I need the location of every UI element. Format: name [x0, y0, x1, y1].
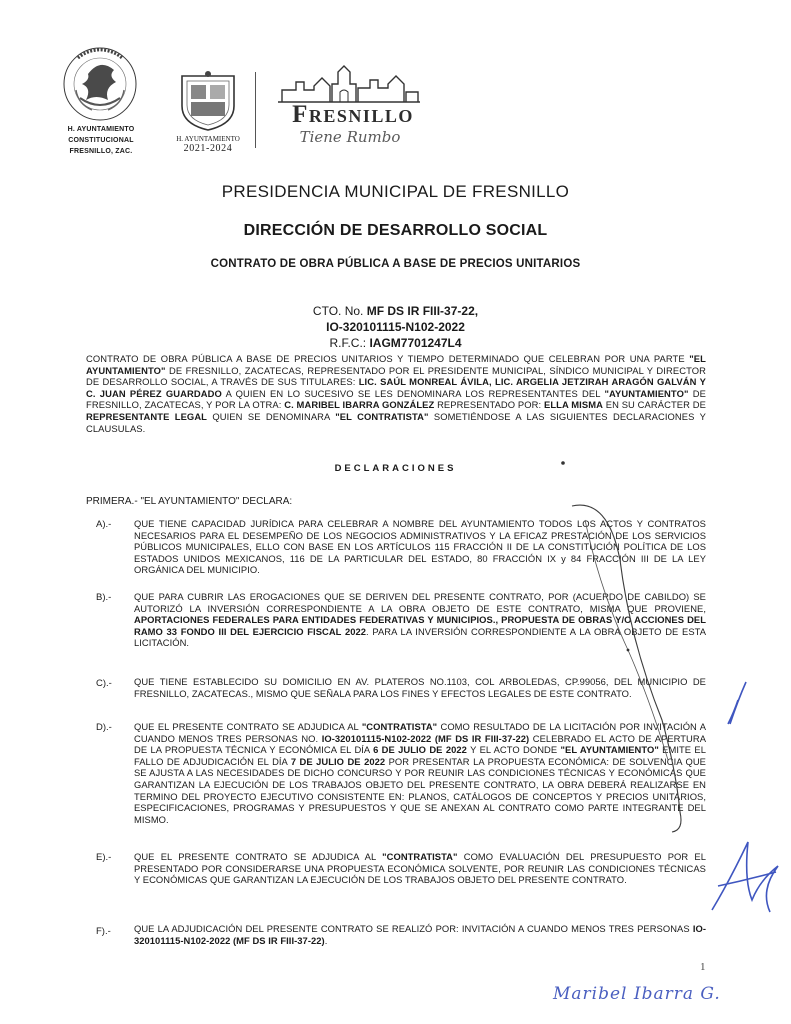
- clause-d-text: [134, 721, 706, 825]
- rfc-label: R.F.C.:: [329, 336, 370, 350]
- clause-text: .: [324, 934, 328, 946]
- clause-text: COMO EVALUACIÓN DEL PRESUPUESTO POR EL PRESENTADO POR CONSIDERARSE UNA PROPUESTA ECONÓMICA SOLVENTE, POR REUNIR LAS CONDICIONES TÉCNICAS Y ECONÓMICAS QUE GARANTIZAN LA EJECUCIÓN DE LOS TRABAJOS OBJETO DEL PRESENTE CONTRATO.: [134, 851, 706, 886]
- cto-label: CTO. No.: [312, 304, 367, 318]
- margin-initial-1: [728, 682, 746, 724]
- direccion-title: DIRECCIÓN DE DESARROLLO SOCIAL: [243, 222, 548, 239]
- fresnillo-skyline-logo-icon: [274, 64, 424, 104]
- presidencia-title: PRESIDENCIA MUNICIPAL DE FRESNILLO: [221, 182, 570, 201]
- primera-heading: PRIMERA.- "EL AYUNTAMIENTO" DECLARA:: [86, 496, 293, 507]
- mexico-coat-of-arms-seal: [58, 44, 142, 124]
- clause-bold: 7 DE JULIO DE 2022: [290, 755, 386, 767]
- clause-b-text: [134, 591, 706, 649]
- intro-text: DE FRESNILLO, ZACATECAS, REPRESENTADO POR EL PRESIDENTE MUNICIPAL, SÍNDICO MUNICIPAL Y DIRECTOR DE DESARROLLO SOCIAL, A TRAVÉS DE SUS TITULARES:: [86, 364, 706, 388]
- brand-name: Fresnillo: [292, 101, 414, 128]
- clause-bold: APORTACIONES FEDERALES PARA ENTIDADES FEDERATIVAS Y MUNICIPIOS., PROPUESTA DE OBRAS Y/O ACCIONES DEL RAMO 33 FONDO III DEL EJERCICIO FISCAL 2022: [134, 614, 706, 637]
- clause-text: CELEBRADO EL ACTO DE APERTURA DE LA PROPUESTA TÉCNICA Y ECONÓMICA EL DÍA: [134, 732, 706, 756]
- clause-e-label: E).-: [96, 852, 112, 863]
- clause-text: QUE LA ADJUDICACIÓN DEL PRESENTE CONTRATO SE REALIZÓ POR: INVITACIÓN A CUANDO MENOS TRES PERSONAS: [134, 923, 693, 934]
- clause-d-label: D).-: [96, 722, 112, 733]
- clause-text: QUE TIENE CAPACIDAD JURÍDICA PARA CELEBRAR A NOMBRE DEL AYUNTAMIENTO TODOS LOS ACTOS Y CONTRATOS NECESARIOS PARA EL DESEMPEÑO DE LOS NEGOCIOS ADMINISTRATIVOS Y LA EFICAZ PRESTACIÓN DE LOS SERVICIOS PÚBLICOS MUNICIPALES, ELLO CON BASE EN LOS ARTÍCULOS 115 FRACCIÓN II DE LA CONSTITUCIÓN POLÍTICA DE LOS ESTADOS UNIDOS MEXICANOS, 116 DE LA PARTICULAR DEL ESTADO, 80 FRACCIÓN IX y 84 FRACCIÓN III DE LA LEY ORGÁNICA DEL MUNICIPIO.: [134, 518, 706, 576]
- clause-c-text: [134, 676, 706, 699]
- margin-initial-2: [712, 842, 778, 912]
- intro-bold: ELLA MISMA: [543, 399, 603, 411]
- io-value: IO-320101115-N102-2022: [326, 320, 465, 334]
- intro-bold: "EL CONTRATISTA": [335, 410, 429, 422]
- handwritten-signature-text: Maribel Ibarra G.: [553, 984, 721, 1004]
- intro-bold: "EL AYUNTAMIENTO": [86, 353, 706, 376]
- clause-text: QUE TIENE ESTABLECIDO SU DOMICILIO EN AV. PLATEROS NO.1103, COL ARBOLEDAS, CP.99056, DEL MUNICIPIO DE FRESNILLO, ZACATECAS., MISMO QUE SEÑALA PARA LOS FINES Y EFECTOS LEGALES DE ESTE CONTRATO.: [134, 676, 706, 699]
- contract-identifiers: [0, 303, 791, 351]
- clause-text: COMO RESULTADO DE LA LICITACIÓN POR INVITACIÓN A CUANDO MENOS TRES PERSONAS NO.: [134, 721, 707, 744]
- intro-bold: REPRESENTANTE LEGAL: [86, 410, 208, 422]
- intro-bold: C. MARIBEL IBARRA GONZÁLEZ: [284, 399, 435, 411]
- clause-b-label: B).-: [96, 592, 112, 603]
- intro-text: SOMETIÉNDOSE A LAS SIGUIENTES DECLARACIONES Y CLAUSULAS.: [86, 410, 706, 434]
- clause-f-label: F).-: [96, 926, 111, 937]
- clause-bold: "CONTRATISTA": [361, 721, 438, 732]
- intro-text: QUIEN SE DENOMINARA: [207, 410, 336, 422]
- caption-line-2: CONSTITUCIONAL: [68, 137, 134, 144]
- clause-text: . PARA LA INVERSIÓN CORRESPONDIENTE A LA OBRA OBJETO DE ESTA LICITACIÓN.: [134, 625, 706, 649]
- ink-dot: [627, 649, 630, 652]
- municipal-shield-icon: [176, 70, 240, 132]
- clause-e-text: [134, 851, 706, 886]
- clause-a-label: A).-: [96, 519, 112, 530]
- clause-c-label: C).-: [96, 678, 112, 689]
- clause-bold: IO-320101115-N102-2022 (MF DS IR FIII-37-22): [134, 923, 706, 946]
- clause-bold: IO-320101115-N102-2022 (MF DS IR FIII-37-22): [321, 732, 530, 744]
- declaraciones-heading: DECLARACIONES: [334, 463, 457, 474]
- caption-line-1: H. AYUNTAMIENTO: [67, 126, 135, 133]
- caption-line-3: FRESNILLO, ZAC.: [69, 148, 133, 155]
- caption-period: 2021-2024: [183, 143, 233, 154]
- caption-council: H. AYUNTAMIENTO: [176, 135, 240, 143]
- header-divider: [255, 72, 256, 148]
- intro-text: DE FRESNILLO, ZACATECAS, Y POR LA OTRA:: [86, 387, 706, 411]
- intro-text: CONTRATO DE OBRA PÚBLICA A BASE DE PRECIOS UNITARIOS Y TIEMPO DETERMINADO QUE CELEBRAN POR UNA PARTE: [86, 353, 690, 364]
- contract-type-title: CONTRATO DE OBRA PÚBLICA A BASE DE PRECIOS UNITARIOS: [210, 258, 581, 270]
- clause-a-text: [134, 518, 706, 576]
- clause-text: POR PRESENTAR LA PROPUESTA ECONÓMICA: DE SOLVENCIA QUE SE AJUSTA A LAS NECESIDADES DE DICHO CONCURSO Y POR REUNIR LAS CONDICIONES TÉCNICAS Y ECONÓMICAS QUE GARANTIZAN LA EJECUCIÓN DE LOS TRABAJOS OBJETO DEL PRESENTE CONTRATO, LA OBRA DEBERÁ REALIZARSE EN TERMINO DEL PROYECTO EJECUTIVO CONSISTENTE EN: PLANOS, CATÁLOGOS DE CONCEPTOS Y PRECIOS UNITARIOS, ESPECIFICACIONES, PROGRAMAS Y PRESUPUESTOS Y QUE SE ANEXAN AL CONTRATO COMO PARTE INTEGRANTE DEL MISMO.: [134, 755, 706, 825]
- intro-bold: LIC. SAÚL MONREAL ÁVILA, LIC. ARGELIA JETZIRAH ARAGÓN GALVÁN Y C. JUAN PÉREZ GUARDADO: [86, 376, 706, 399]
- clause-bold: 6 DE JULIO DE 2022: [373, 744, 467, 756]
- administration-period-caption: [168, 135, 248, 153]
- clause-bold: "EL AYUNTAMIENTO": [560, 744, 659, 756]
- cto-value: MF DS IR FIII-37-22,: [366, 304, 479, 318]
- clause-text: EMITE EL FALLO DE ADJUDICACIÓN EL DÍA: [134, 744, 706, 767]
- intro-text: REPRESENTADO POR:: [434, 399, 544, 411]
- intro-paragraph: [86, 353, 706, 434]
- intro-text: EN SU CARÁCTER DE: [603, 399, 706, 411]
- municipal-council-caption: [48, 124, 154, 157]
- clause-text: QUE EL PRESENTE CONTRATO SE ADJUDICA AL: [134, 851, 383, 862]
- clause-f-text: [134, 923, 706, 946]
- intro-bold: "AYUNTAMIENTO": [604, 387, 689, 399]
- page-number: 1: [700, 961, 706, 973]
- clause-text: QUE PARA CUBRIR LAS EROGACIONES QUE SE DERIVEN DEL PRESENTE CONTRATO, POR (ACUERDO DE CABILDO) SE AUTORIZÓ LA INVERSIÓN CORRESPONDIENTE A LA OBRA OBJETO DE ESTE CONTRATO, MISMA QUE PROVIENE,: [134, 591, 706, 614]
- intro-text: A QUIEN EN LO SUCESIVO SE LES DENOMINARA LOS REPRESENTANTES DEL: [221, 387, 605, 399]
- brand-slogan: Tiene Rumbo: [299, 128, 401, 146]
- clause-text: QUE EL PRESENTE CONTRATO SE ADJUDICA AL: [134, 721, 362, 732]
- clause-text: Y EL ACTO DONDE: [466, 744, 561, 756]
- rfc-value: IAGM7701247L4: [369, 336, 462, 350]
- clause-bold: "CONTRATISTA": [382, 851, 458, 862]
